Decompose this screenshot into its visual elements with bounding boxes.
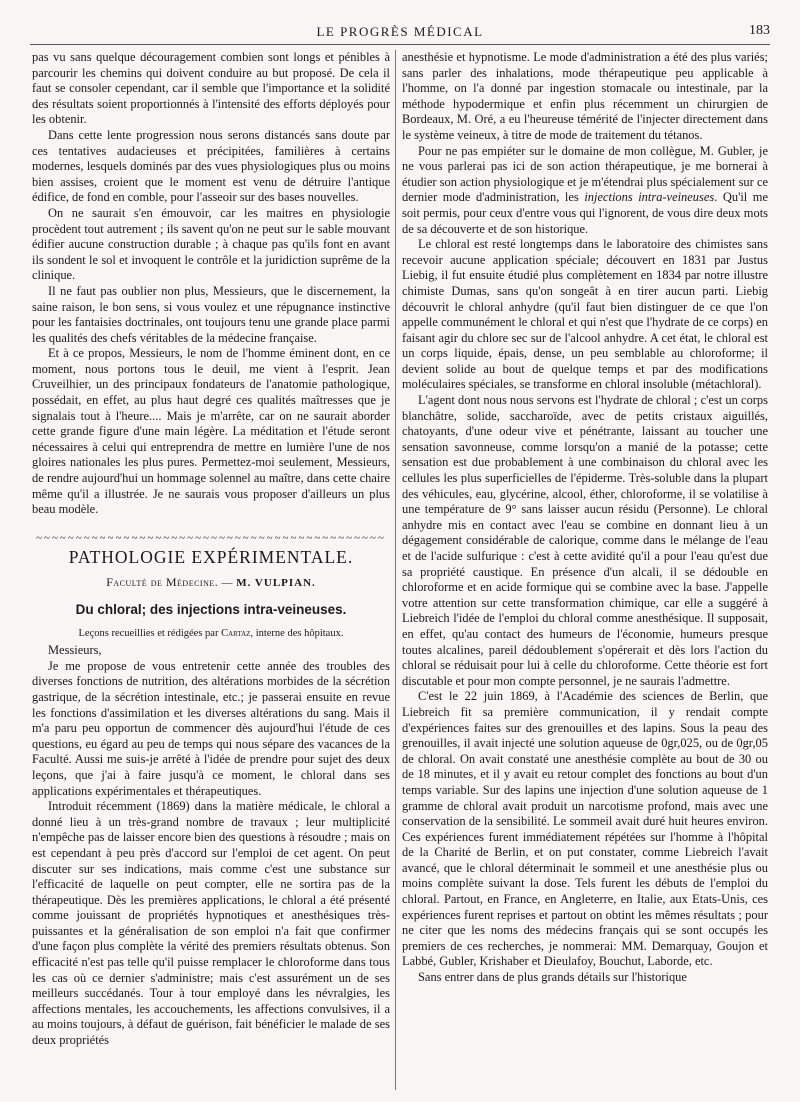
paragraph: Dans cette lente progression nous serons distancés sans doute par ces tentatives audacieuses et précipitées, familières à certains modernes, lesquels dominés par des vues physiologiques plus ou moins bien assises, croient que le moment est venu de détruire l'antique édifice, de fond en comble, pour l'asseoir sur des bases nouvelles. [32, 127, 390, 205]
section-title: PATHOLOGIE EXPÉRIMENTALE. [68, 546, 354, 567]
faculty-separator: — [218, 577, 237, 590]
byline [32, 626, 390, 642]
page-number: 183 [749, 23, 770, 38]
paragraph: Et à ce propos, Messieurs, le nom de l'homme éminent dont, en ce moment, nous portons tous le deuil, me vient à l'esprit. Jean Cruveilhier, un des principaux fondateurs de l'anatomie pathologique, possédait, en effet, au plus haut degré ces qualités maîtresses que je signalais tout à l'heure.... Mais je m'arrête, car on ne saurait aborder cette grande figure d'une main légère. La méditation et l'étude seront nécessaires à celui qui entreprendra de mettre en lumière l'une de nos gloires nationales les plus pures. Permettez-moi seulement, Messieurs, de rendre aujourd'hui un hommage solennel au maître, dans cette chaire même qu'il a illustrée. Je ne saurais vous proposer d'ailleurs un plus beau modèle. [32, 346, 390, 517]
paragraph: anesthésie et hypnotisme. Le mode d'administration a été des plus variés; sans parler des inhalations, mode thérapeutique peu applicable à l'homme, on l'a donné par ingestion stomacale ou intestinale, par la méthode hypodermique et enfin plus récemment un chirurgien de Bordeaux, M. Oré, a eu l'heureuse témérité de l'injecter directement dans le système veineux, à titre de mode de traitement du tétanos. [402, 50, 768, 142]
paragraph: Il ne faut pas oublier non plus, Messieurs, que le discernement, la saine raison, le bon sens, si vous voulez et une répugnance instinctive pour les fantaisies doctrinales, ont toujours tenu une grande place parmi les qualités des chefs véritables de la médecine française. [32, 283, 390, 345]
byline-suffix: , interne des hôpitaux. [250, 627, 344, 639]
column-divider [395, 50, 396, 1090]
paragraph: On ne saurait s'en émouvoir, car les maitres en physiologie procèdent tout autrement ; ils savent qu'on ne peut sur le sable mouvant édifier aucune construction durable ; à chaque pas qu'ils font en avant ils sondent le sol et invoquent le contrôle et la juridiction suprême de la clinique. [32, 205, 390, 283]
faculty-label: Faculté de Médecine. [106, 575, 219, 590]
paragraph: Je me propose de vous entretenir cette année des troubles des diverses fonctions de nutrition, des altérations morbides de la sécrétion gastrique, de la sécrétion intestinale, etc.; je passerai ensuite en revue les fonctions d'assimilation et les diverses altérations du sang. Mais il m'a paru peu opportun de commencer dès aujourd'hui l'étude de ces questions, eu égard au peu de temps qui nous sépare des vacances de la Faculté. Aussi me suis-je arrêté à l'idée de prendre pour sujet des deux leçons, que j'ai à faire jusqu'à ce moment, le chloral dans ses applications expérimentales et thérapeutiques. [32, 658, 390, 798]
paragraph: Sans entrer dans de plus grands détails sur l'historique [418, 970, 687, 985]
byline-prefix: Leçons recueillies et rédigées par [78, 627, 222, 639]
right-column [402, 50, 768, 986]
journal-title: LE PROGRÈS MÉDICAL [316, 24, 484, 39]
paragraph: Introduit récemment (1869) dans la matière médicale, le chloral a donné lieu à un très-grand nombre de travaux ; leur multiplicité n'empêche pas de laisser encore bien des questions à résoudre ; mais on est cependant à peu près d'accord sur l'emploi de cet agent. On peut discuter sur ses indications, mais comme c'est une substance sur l'efficacité de laquelle on peut compter, elle ne sortira pas de la thérapeutique. Dès les premières applications, le chloral a été présenté comme jouissant de propriétés hypnotiques et anesthésiques très-puissantes et la généralisation de son emploi n'a fait que confirmer d'une façon plus complète la vérité des premiers résultats obtenus. Son efficacité n'est pas telle qu'il puisse remplacer le chloroforme dans tous les cas où ce dernier s'administre; mais c'est assurément un de ses meilleurs succédanés. Tour à tour employé dans les névralgies, les affections mentales, les accouchements, les affections convulsives, il a au moins toujours, à défaut de guérison, fait bénéficier le malade de ses deux propriétés [32, 799, 390, 1048]
faculty-line [32, 575, 390, 592]
byline-author: Cartaz [221, 627, 251, 639]
left-column [32, 50, 390, 1049]
section-ornament: ~~~~~~~~~~~~~~~~~~~~~~~~~~~~~~~~~~~~~~~~~~~~ [36, 533, 386, 542]
text-run: . Qu'il me soit permis, pour ceux d'entre vous qui l'ignorent, de vous dire deux mots de sa découverte et de son historique. [402, 190, 768, 236]
lecture-title: Du chloral; des injections intra-veineuses. [75, 602, 347, 617]
emphasis-text: injections intra-veineuses [584, 190, 715, 205]
page-header [30, 22, 770, 45]
paragraph: Le chloral est resté longtemps dans le laboratoire des chimistes sans recevoir aucune application spéciale; découvert en 1831 par Justus Liebig, il fut ensuite étudié plus complètement en 1834 par notre illustre chimiste Dumas, sans qu'on songeât à en tirer aucun parti. Liebig découvrit le chloral anhydre (qu'il faut bien distinguer de ce que l'on appelle communément le chloral et qui n'est que l'hydrate de ce corps) en faisant agir du chlore sec sur de l'alcool anhydre. A cet état, le chloral est un corps liquide, épais, dense, un peu semblable au chloroforme; il devient solide au bout de quelque temps et par des modifications moléculaires spéciales, se transforme en chloral insoluble (métachloral). [402, 237, 768, 392]
text-run: Pour ne pas empiéter sur le domaine de mon collègue, M. Gubler, je ne vous parlerai pas ici de son action thérapeutique, je me bornerai à étudier son action physiologique et je m'étendrai plus spécialement sur ce dernier mode d'administration, les [402, 143, 768, 205]
paragraph: pas vu sans quelque découragement combien sont longs et pénibles à parcourir les chemins qui doivent conduire au but proposé. De cela il faut se consoler cependant, car il semble que l'importance et la solidité des résultats soient proportionnés à l'intensité des efforts déployés pour les obtenir. [32, 50, 390, 127]
paragraph: L'agent dont nous nous servons est l'hydrate de chloral ; c'est un corps blanchâtre, solide, saccharoïde, avec de petits cristaux aiguillés, chatoyants, d'une odeur vive et pénétrante, laissant au toucher une sensation savonneuse, comme lorsqu'on a manié de la potasse; cette sensation est due probablement à une combinaison du chloral avec les cellules les plus superficielles de l'épiderme. Très-soluble dans la plupart des véhicules, eau, glycérine, alcool, éther, chloroforme, il se volatilise à une température de 9° sans laisser aucun résidu (Personne). Le chloral anhydre mis en contact avec l'eau se combine en donnant lieu à un dégagement considérable de calorique, comme dans le mélange de l'eau et de l'acide sulfurique : c'est à cette avidité qu'il a pour l'eau qu'est due sa propriété caustique. En présence d'un alcali, il se dédouble en chloroforme et en acide formique qui se combine avec la base. J'appelle votre attention sur cette transformation chimique, car elle a suggéré à Liebreich l'idée de l'emploi du chloral comme anesthésique. Il supposait, en effet, qu'au contact des humeurs de l'économie, humeurs presque toutes alcalines, pareil dédoublement s'opérerait et dès lors l'action du chloral se réduisait pour lui à celle du chloroforme. Cette théorie est fort discutable et pour mon compte personnel, je ne saurais l'admettre. [402, 393, 768, 688]
salutation: Messieurs, [48, 643, 102, 658]
faculty-professor: M. VULPIAN. [236, 577, 316, 590]
paragraph [402, 144, 768, 238]
paragraph: C'est le 22 juin 1869, à l'Académie des sciences de Berlin, que Liebreich fit sa première communication, il y rendait compte d'expériences faites sur des grenouilles et des lapins. Sous la peau des grenouilles, il avait injecté une solution aqueuse de 0gr,025, ou de 0gr,05 de chloral. On avait constaté une anesthésie complète au bout de 30 ou de 18 minutes, et il y avait eu retour complet des fonctions au bout d'un temps variable. Sur des lapins une injection d'une solution aqueuse de 1 gramme de chloral avait produit un narcotisme profond, mais avec une conservation de la sensibilité. Le sommeil avait duré huit heures environ. Ces expériences furent immédiatement répétées sur l'homme à l'hôpital de la Charité de Berlin, et on put constater, comme Liebreich l'avait avancé, que le chloral déterminait le sommeil et une anesthésie plus ou moins complète suivant la dose. Tels furent les débuts de l'emploi du chloral. Partout, en France, en Angleterre, en Italie, aux Etats-Unis, ces expériences furent reprises et partout on obtint les mêmes résultats ; pour ne citer que les noms des médecins français qui se sont occupés les premiers de ces recherches, je nommerai: MM. Demarquay, Goujon et Labbé, Gubler, Krishaber et Dieulafoy, Bouchut, Laborde, etc. [402, 689, 768, 969]
